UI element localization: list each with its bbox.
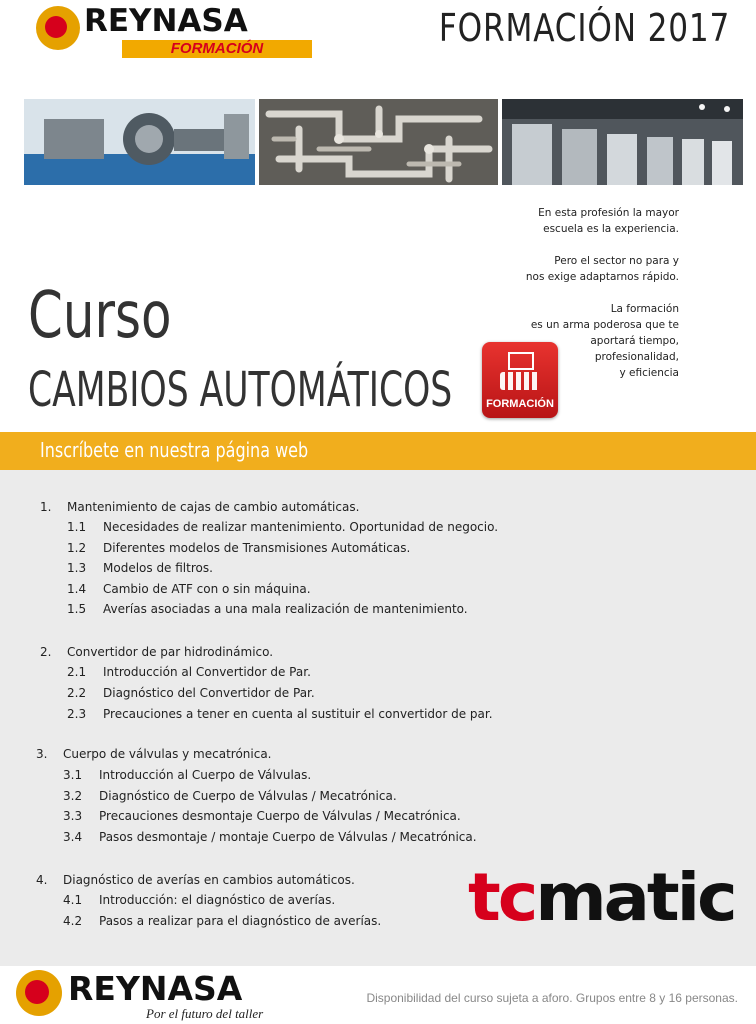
syllabus-item: 3.4 Pasos desmontaje / montaje Cuerpo de Válvulas / Mecatrónica.: [63, 830, 477, 844]
factory-line-illustration: [502, 99, 743, 185]
page-title: FORMACIÓN 2017: [438, 6, 730, 50]
reynasa-formacion-logo[interactable]: [36, 4, 281, 58]
section-heading: 2. Convertidor de par hidrodinámico.: [40, 645, 274, 659]
syllabus-item: 4.2 Pasos a realizar para el diagnóstico de averías.: [63, 914, 382, 928]
badge-label: FORMACIÓN: [486, 398, 554, 410]
tcmatic-logo: [468, 859, 735, 936]
syllabus-item: 2.1 Introducción al Convertidor de Par.: [67, 665, 311, 679]
workshop-machine-photo: [24, 99, 255, 185]
syllabus-item: 1.2 Diferentes modelos de Transmisiones Automáticas.: [67, 541, 411, 555]
tcmatic-logo-part1: tc: [468, 859, 536, 936]
syllabus-item: 1.1 Necesidades de realizar mantenimiento. Oportunidad de negocio.: [67, 520, 499, 534]
availability-note: Disponibilidad del curso sujeta a aforo. Grupos entre 8 y 16 personas.: [366, 991, 738, 1005]
syllabus-item: 1.3 Modelos de filtros.: [67, 561, 213, 575]
syllabus-item: 3.3 Precauciones desmontaje Cuerpo de Válvulas / Mecatrónica.: [63, 809, 461, 823]
workshop-machine-illustration: [24, 99, 255, 185]
course-label: Curso: [28, 279, 172, 353]
valve-body-photo: [259, 99, 498, 185]
section-heading: 3. Cuerpo de válvulas y mecatrónica.: [36, 747, 272, 761]
footer-reynasa-logo[interactable]: [16, 970, 266, 1024]
valve-body-illustration: [259, 99, 498, 185]
course-title: CAMBIOS AUTOMÁTICOS: [28, 362, 453, 418]
intro-quote-paragraph: Pero el sector no para y nos exige adaptarnos rápido.: [525, 255, 679, 283]
footer-brand-name: REYNASA: [68, 969, 243, 1008]
section-heading: 1. Mantenimiento de cajas de cambio automáticas.: [40, 500, 360, 514]
tcmatic-logo-part2: matic: [535, 859, 735, 936]
intro-quote-paragraph: La formación es un arma poderosa que te aportará tiempo, profesionalidad, y eficiencia: [530, 303, 679, 379]
section-heading: 4. Diagnóstico de averías en cambios automáticos.: [36, 873, 355, 887]
footer-logo-emblem-icon: [16, 970, 62, 1016]
formacion-badge-icon: [482, 342, 558, 418]
register-link[interactable]: Inscríbete en nuestra página web: [40, 438, 309, 462]
logo-emblem-icon: [36, 6, 80, 50]
logo-brand-name: REYNASA: [84, 3, 248, 39]
syllabus-item: 2.3 Precauciones a tener en cuenta al sustituir el convertidor de par.: [67, 707, 493, 721]
syllabus-item: 3.2 Diagnóstico de Cuerpo de Válvulas / Mecatrónica.: [63, 789, 397, 803]
intro-quote-paragraph: En esta profesión la mayor escuela es la experiencia.: [538, 207, 679, 235]
syllabus-item: 3.1 Introducción al Cuerpo de Válvulas.: [63, 768, 312, 782]
factory-line-photo: [502, 99, 743, 185]
syllabus-item: 1.5 Averías asociadas a una mala realización de mantenimiento.: [67, 602, 468, 616]
syllabus-item: 4.1 Introducción: el diagnóstico de averías.: [63, 893, 336, 907]
syllabus-item: 2.2 Diagnóstico del Convertidor de Par.: [67, 686, 315, 700]
syllabus-item: 1.4 Cambio de ATF con o sin máquina.: [67, 582, 311, 596]
logo-brand-subtitle: FORMACIÓN: [122, 40, 312, 58]
footer-tagline: Por el futuro del taller: [146, 1006, 264, 1021]
